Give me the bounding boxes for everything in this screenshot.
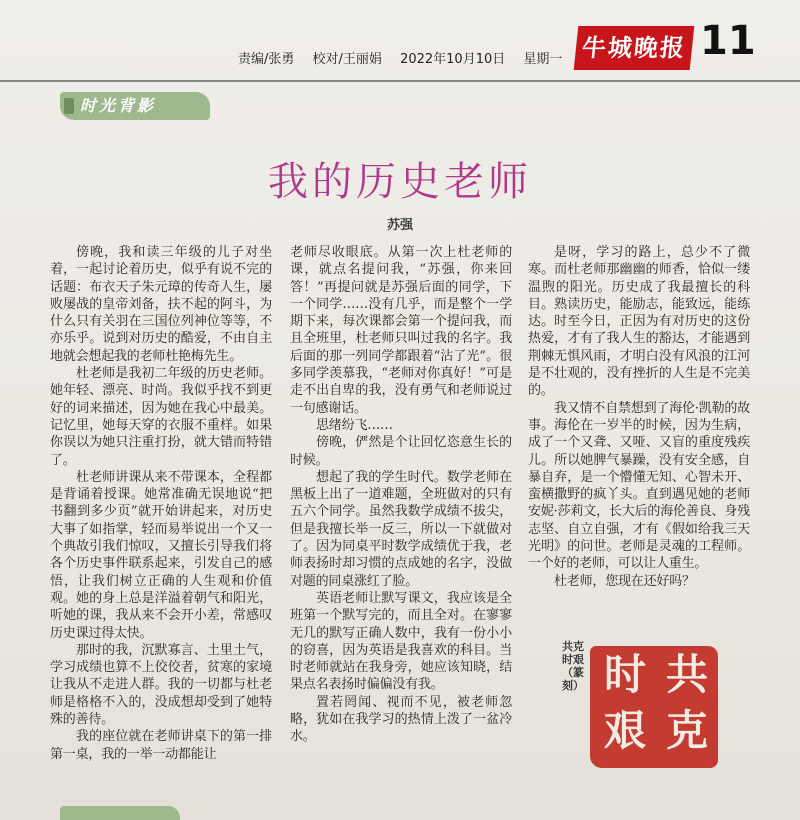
paragraph: 是呀，学习的路上，总少不了微寒。而杜老师那幽幽的师香，恰似一缕温煦的阳光。历史成了我最擅长的科目。熟读历史，能励志，能致远，能练达。时至今日，正因为有对历史的这份热爱，才有了我人生的豁达，才能遇到荆棘无惧风雨，才明白没有风浪的江河是不壮观的，没有挫折的人生是不完美的。 <box>528 245 750 399</box>
seal-caption <box>562 640 584 692</box>
page-number: 11 <box>700 18 756 64</box>
paragraph: 思绪纷飞…… <box>316 417 393 433</box>
paragraph: 老师尽收眼底。从第一次上杜老师的课，就点名提问我，“苏强，你来回答！”再提问就是苏强后面的同学，下一个同学……没有几乎，而是整个一学期下来，每次课都会第一个提问我，而且全班里，杜老师只叫过我的名字。我后面的那一列同学都跟着“沾了光”。很多同学羡慕我，“老师对你真好！”可是走不出自卑的我，没有勇气和老师说过一句感谢话。 <box>290 245 512 416</box>
article-column-3 <box>528 244 750 590</box>
paragraph: 傍晚，我和读三年级的儿子对坐着，一起讨论着历史，似乎有说不完的话题：布衣天子朱元璋的传奇人生，屡败屡战的皇帝刘备，扶不起的阿斗，为什么只有关羽在三国位列神位等等，不亦乐乎。说到对历史的酷爱，不由自主地就会想起我的老师杜艳梅先生。 <box>50 245 272 364</box>
paragraph: 置若罔闻、视而不见，被老师忽略，犹如在我学习的热情上泼了一盆冷水。 <box>290 694 512 745</box>
seal-caption-note: （篆刻） <box>562 666 584 692</box>
paragraph: 杜老师是我初二年级的历史老师。她年轻、漂亮、时尚。我似乎找不到更好的词来描述，因为她在我心中最美。记忆里，她每天穿的衣服不重样。如果你误以为她只注重打扮，就大错而特错了。 <box>50 366 272 468</box>
article-title: 我的历史老师 <box>268 159 532 205</box>
seal-caption-text: 共克时艰 <box>562 640 584 666</box>
proof-credit: 校对/王丽娟 <box>312 52 382 67</box>
paragraph: 杜老师讲课从来不带课本，全程都是背诵着授课。她常准确无误地说“把书翻到多少页”就开始讲起来，对历史大事了如指掌，轻而易举说出一个又一个典故引我们惊叹，又擅长引导我们将各个历史事件联系起来，引发自己的感悟，让我们树立正确的人生观和价值观。她的身上总是洋溢着朝气和阳光，听她的课，我从来不会开小差，常感叹历史课过得太快。 <box>50 469 272 641</box>
seal-char: 克 <box>665 706 708 755</box>
paragraph: 我的座位就在老师讲桌下的第一排第一桌，我的一举一动都能让 <box>50 729 272 762</box>
article-column-1 <box>50 244 272 763</box>
issue-weekday: 星期一 <box>523 52 563 67</box>
page-header-meta <box>238 48 576 67</box>
article-column-2 <box>290 244 512 746</box>
seal-char: 共 <box>665 650 708 699</box>
editor-credit: 责编/张勇 <box>238 52 295 67</box>
seal-char: 艰 <box>604 706 647 755</box>
paragraph: 英语老师让默写课文，我应该是全班第一个默写完的，而且全对。在寥寥无几的默写正确人数中，我有一份小小的窃喜，因为英语是我喜欢的科目。当时老师就站在我身旁，她应该知晓，结果点名表扬时偏偏没有我。 <box>290 590 512 693</box>
paragraph: 杜老师，您现在还好吗？ <box>554 573 695 589</box>
section-tag: 时光背影 <box>60 92 210 120</box>
paragraph: 那时的我，沉默寡言、土里土气，学习成绩也算不上佼佼者，贫寒的家境让我从不走进人群。我的一切都与杜老师是格格不入的，没成想却受到了她特殊的善待。 <box>50 642 272 728</box>
masthead-logo: 牛城晚报 <box>574 26 695 70</box>
header-rule <box>0 80 800 82</box>
article-author: 苏强 <box>386 218 413 233</box>
paragraph: 我又情不自禁想到了海伦·凯勒的故事。海伦在一岁半的时候，因为生病，成了一个又聋、又哑、又盲的重度残疾儿。所以她脾气暴躁，没有安全感，自暴自弃，是一个懵懂无知、心智未开、蛮横撒野的疯丫头。直到遇见她的老师安妮·莎莉文，长大后的海伦善良、身残志坚、自立自强，才有《假如给我三天光明》的问世。老师是灵魂的工程师。一个好的老师，可以让人重生。 <box>528 400 750 572</box>
seal-stamp-image <box>590 646 718 768</box>
seal-char: 时 <box>604 650 647 699</box>
next-section-tag <box>60 806 180 820</box>
paragraph: 傍晚，俨然是个让回忆恣意生长的时候。 <box>290 435 512 468</box>
paragraph: 想起了我的学生时代。数学老师在黑板上出了一道难题，全班做对的只有五六个同学。虽然我数学成绩不拔尖，但是我擅长举一反三，所以一下就做对了。因为同桌平时数学成绩优于我，老师表扬时却习惯的点成她的名字，没做对题的同桌涨红了脸。 <box>290 469 512 589</box>
issue-date: 2022年10月10日 <box>400 52 506 67</box>
